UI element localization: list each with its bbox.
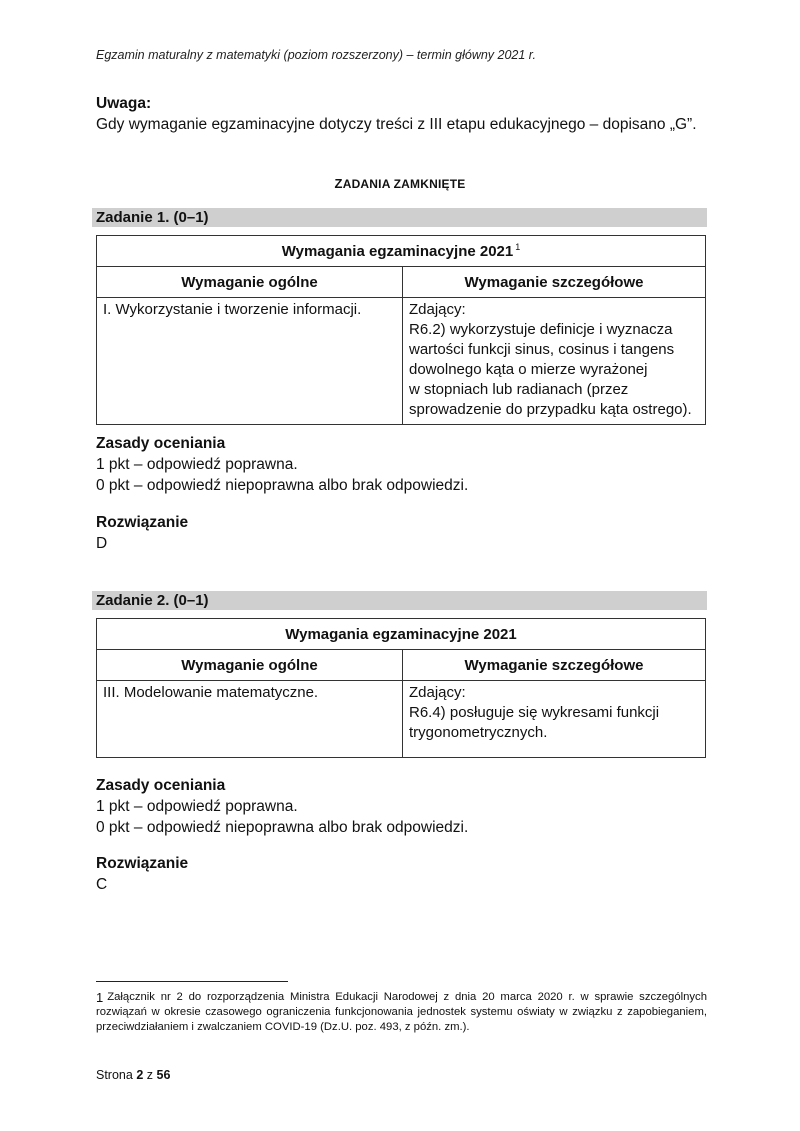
task-2-title: Zadanie 2. (0–1) [92, 591, 707, 610]
table-title: Wymagania egzaminacyjne 2021 [97, 619, 706, 650]
col-header-general: Wymaganie ogólne [97, 267, 403, 298]
general-requirement: I. Wykorzystanie i tworzenie informacji. [97, 298, 403, 425]
detail-line: w stopniach lub radianach (przez [409, 381, 629, 398]
table-title-text: Wymagania egzaminacyjne 2021 [281, 243, 514, 260]
scoring-title: Zasady oceniania [96, 777, 226, 794]
scoring-title: Zasady oceniania [96, 435, 226, 452]
section-title [0, 176, 800, 191]
general-requirement: III. Modelowanie matematyczne. [97, 681, 403, 758]
scoring-line: 0 pkt – odpowiedź niepoprawna albo brak odpowiedzi. [96, 819, 469, 836]
detail-requirement [403, 298, 706, 425]
section-title-rest: ADANIA ZAMKNIĘTE [342, 177, 466, 191]
detail-line: Zdający: [409, 301, 466, 318]
note-text: Gdy wymaganie egzaminacyjne dotyczy treści z III etapu edukacyjnego – dopisano „G”. [96, 116, 697, 133]
col-header-detail: Wymaganie szczegółowe [403, 650, 706, 681]
scoring-line: 1 pkt – odpowiedź poprawna. [96, 798, 298, 815]
detail-line: Zdający: [409, 684, 466, 701]
detail-requirement [403, 681, 706, 758]
detail-line: wartości funkcji sinus, cosinus i tangens [409, 341, 675, 358]
footnote-number: 1 [96, 990, 104, 1005]
page-label: Strona [96, 1068, 133, 1082]
note-title: Uwaga: [96, 95, 152, 112]
table-title [97, 236, 706, 267]
footnote-divider [96, 981, 288, 982]
task-1-title: Zadanie 1. (0–1) [92, 208, 707, 227]
solution-title: Rozwiązanie [96, 514, 189, 531]
scoring-line: 0 pkt – odpowiedź niepoprawna albo brak odpowiedzi. [96, 477, 469, 494]
task-1-requirements-table [96, 235, 706, 425]
task-2-solution [96, 853, 188, 895]
task-1-solution [96, 512, 188, 554]
detail-line: R6.2) wykorzystuje definicje i wyznacza [409, 321, 673, 338]
section-title-initial: Z [334, 176, 343, 191]
scoring-line: 1 pkt – odpowiedź poprawna. [96, 456, 298, 473]
col-header-detail: Wymaganie szczegółowe [403, 267, 706, 298]
page-number [96, 1068, 170, 1082]
task-1-scoring [96, 433, 468, 496]
footnote-text: Załącznik nr 2 do rozporządzenia Ministra Edukacji Narodowej z dnia 20 marca 2020 r. w sprawie szczególnych rozwiązań w okresie czasowego ograniczenia funkcjonowania jednostek systemu oświaty w związku z zapobieganiem, przeciwdziałaniem i zwalczaniem COVID-19 (Dz.U. poz. 493, z późn. zm.). [96, 991, 707, 1033]
col-header-general: Wymaganie ogólne [97, 650, 403, 681]
detail-line: trygonometrycznych. [409, 724, 548, 741]
task-2-requirements-table [96, 618, 706, 758]
solution-answer: C [96, 876, 108, 893]
footnote-ref: 1 [515, 242, 521, 252]
solution-answer: D [96, 535, 108, 552]
page-current: 2 [136, 1068, 144, 1082]
page-total: 56 [156, 1068, 171, 1082]
detail-line: dowolnego kąta o mierze wyrażonej [409, 361, 648, 378]
detail-line: R6.4) posługuje się wykresami funkcji [409, 704, 660, 721]
footnote [96, 990, 707, 1035]
task-2-scoring [96, 775, 468, 838]
page-sep: z [146, 1068, 154, 1082]
detail-line: sprowadzenie do przypadku kąta ostrego). [409, 401, 692, 418]
page-header: Egzamin maturalny z matematyki (poziom rozszerzony) – termin główny 2021 r. [96, 48, 536, 62]
solution-title: Rozwiązanie [96, 855, 189, 872]
